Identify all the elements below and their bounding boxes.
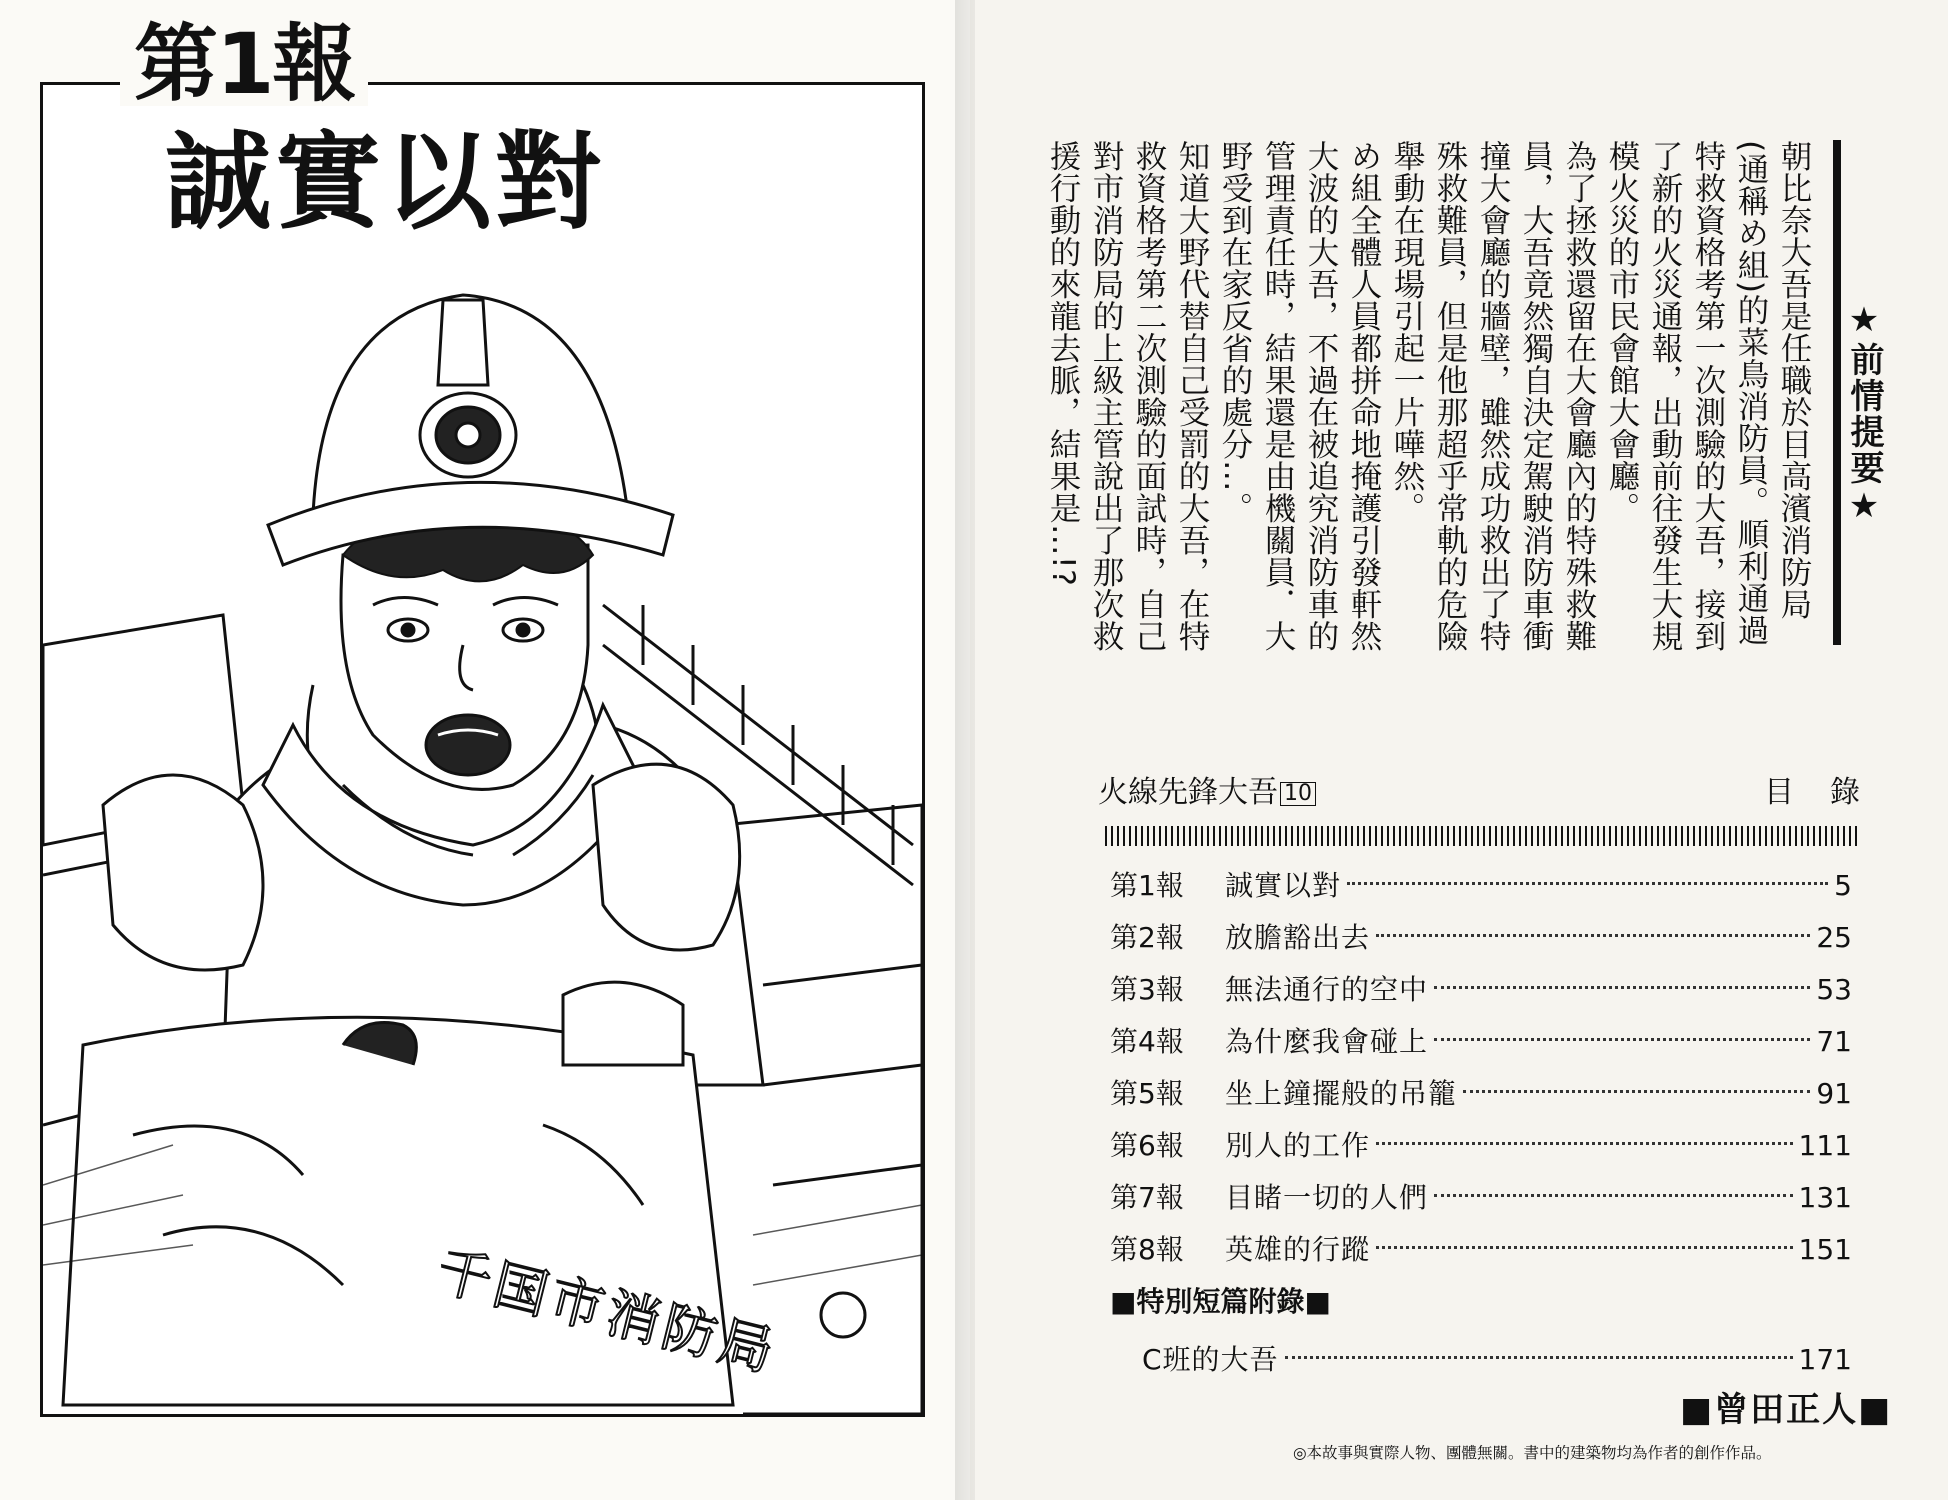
toc-page: 25 (1816, 921, 1852, 954)
truck-lettering: 千国市消防局 (430, 1238, 784, 1385)
toc-title: 無法通行的空中 (1225, 973, 1429, 1006)
toc-page: 91 (1816, 1077, 1852, 1110)
toc-label: 目錄 (1764, 775, 1896, 810)
chapter-number: 第1報 (120, 22, 368, 106)
illustration-frame (40, 82, 925, 1417)
firefighter-illustration (43, 85, 922, 1414)
toc-chapter: 第5報 (1110, 1077, 1184, 1110)
toc-chapter: 第4報 (1110, 1025, 1184, 1058)
toc-title: 誠實以對 (1225, 869, 1342, 902)
recap-paragraph: 朝比奈大吾是任職於目高濱消防局(通稱め組)的菜鳥消防員。順利通過特救資格考第一次測驗的大吾，接到了新的火災通報，出動前往發生大規模火災的市民會館大會廳。 (1604, 140, 1812, 652)
toc-chapter: 第3報 (1110, 973, 1184, 1006)
leader-dots (1434, 986, 1810, 989)
toc-entry-special[interactable] (1110, 1334, 1852, 1386)
disclaimer: ◎本故事與實際人物、團體無關。書中的建築物均為作者的創作作品。 (1293, 1444, 1772, 1462)
left-page (0, 0, 970, 1500)
toc-page: 71 (1816, 1025, 1852, 1058)
toc-chapter: 第7報 (1110, 1181, 1184, 1214)
leader-dots (1463, 1090, 1810, 1093)
toc-title: 放膽豁出去 (1225, 921, 1371, 954)
recap-body (1045, 140, 1815, 660)
table-of-contents (1110, 860, 1852, 1386)
leader-dots (1376, 934, 1810, 937)
recap-paragraph: 為了拯救還留在大會廳內的特殊救難員，大吾竟然獨自決定駕駛消防車衝撞大會廳的牆壁，雖然成功救出了特殊救難員，但是他那超乎常軌的危險舉動在現場引起一片嘩然。 (1389, 140, 1597, 652)
toc-page: 171 (1798, 1343, 1852, 1376)
author-name: ■曾田正人■ (1680, 1390, 1893, 1430)
special-section-heading: ■特別短篇附錄■ (1110, 1285, 1331, 1318)
recap-heading: ★前情提要★ (1844, 300, 1884, 528)
toc-chapter: 第1報 (1110, 869, 1184, 902)
recap-paragraph: 知道大野代替自己受罰的大吾，在特救資格考第二次測驗的面試時，自己對市消防局的上級主管說出了那次救援行動的來龍去脈，結果是…!? (1045, 140, 1210, 652)
toc-title: 為什麼我會碰上 (1225, 1025, 1429, 1058)
toc-entry[interactable] (1110, 1172, 1852, 1224)
leader-dots (1434, 1038, 1810, 1041)
toc-chapter: 第6報 (1110, 1129, 1184, 1162)
toc-entry[interactable] (1110, 1120, 1852, 1172)
toc-page: 111 (1798, 1129, 1852, 1162)
leader-dots (1285, 1356, 1793, 1359)
toc-page: 131 (1798, 1181, 1852, 1214)
toc-page: 53 (1816, 973, 1852, 1006)
book-title-text: 火線先鋒大吾 (1098, 775, 1278, 810)
toc-entry[interactable] (1110, 1068, 1852, 1120)
chapter-title: 誠實以對 (165, 121, 605, 244)
toc-entry[interactable] (1110, 1016, 1852, 1068)
toc-page: 151 (1798, 1233, 1852, 1266)
recap-paragraph: め組全體人員都拼命地掩護引發軒然大波的大吾，不過在被追究消防車的管理責任時，結果還是由機關員．大野受到在家反省的處分…。 (1217, 140, 1382, 652)
toc-title: 英雄的行蹤 (1225, 1233, 1371, 1266)
toc-chapter: 第8報 (1110, 1233, 1184, 1266)
toc-title: 別人的工作 (1225, 1129, 1371, 1162)
book-title (1098, 775, 1316, 810)
hatched-rule (1105, 826, 1860, 846)
toc-title: 坐上鐘擺般的吊籠 (1225, 1077, 1458, 1110)
toc-page: 5 (1834, 869, 1852, 902)
toc-title: 目睹一切的人們 (1225, 1181, 1429, 1214)
leader-dots (1376, 1142, 1793, 1145)
toc-chapter: 第2報 (1110, 921, 1184, 954)
toc-entry[interactable] (1110, 964, 1852, 1016)
leader-dots (1347, 882, 1828, 885)
leader-dots (1434, 1194, 1793, 1197)
leader-dots (1376, 1246, 1793, 1249)
toc-entry[interactable] (1110, 912, 1852, 964)
recap-bar (1833, 140, 1841, 645)
toc-entry[interactable] (1110, 860, 1852, 912)
toc-title: C班的大吾 (1142, 1343, 1279, 1376)
volume-number: 10 (1280, 782, 1316, 806)
right-page (975, 0, 1948, 1500)
toc-entry[interactable] (1110, 1224, 1852, 1276)
toc-header (1098, 775, 1896, 820)
